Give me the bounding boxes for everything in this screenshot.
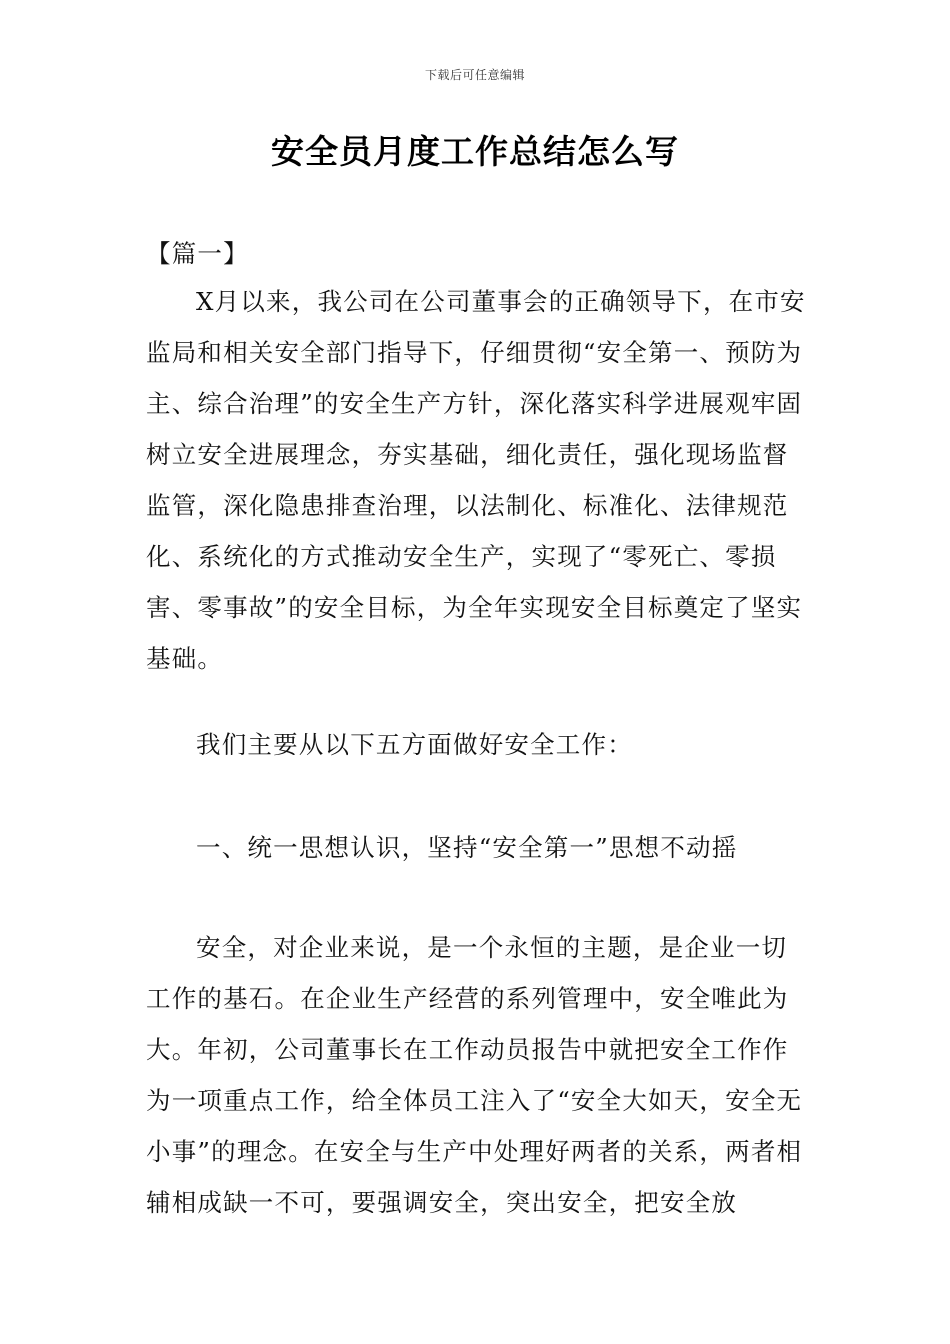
section-label: 【篇一】 bbox=[146, 239, 249, 268]
paragraph-section-heading-1: 一、统一思想认识，坚持“安全第一”思想不动摇 bbox=[196, 833, 738, 862]
paragraph-intro: X月以来，我公司在公司董事会的正确领导下，在市安监局和相关安全部门指导下，仔细贯彻“安全第一、预防为主、综合治理”的安全生产方针，深化落实科学进展观牢固树立安全进展理念，夯实基础，细化责任，强化现场监督监管，深化隐患排查治理，以法制化、标准化、法律规范化、系统化的方式推动安全生产，实现了“零死亡、零损害、零事故”的安全目标，为全年实现安全目标奠定了坚实基础。 bbox=[146, 287, 806, 673]
header-note: 下载后可任意编辑 bbox=[424, 68, 525, 82]
document-title: 安全员月度工作总结怎么写 bbox=[271, 132, 679, 171]
paragraph-safety-theme: 安全，对企业来说，是一个永恒的主题，是企业一切工作的基石。在企业生产经营的系列管理中，安全唯此为大。年初，公司董事长在工作动员报告中就把安全工作作为一项重点工作，给全体员工注入了“安全大如天，安全无小事”的理念。在安全与生产中处理好两者的关系，两者相辅相成缺一不可，要强调安全，突出安全，把安全放 bbox=[146, 933, 803, 1217]
paragraph-five-aspects: 我们主要从以下五方面做好安全工作： bbox=[196, 730, 633, 759]
